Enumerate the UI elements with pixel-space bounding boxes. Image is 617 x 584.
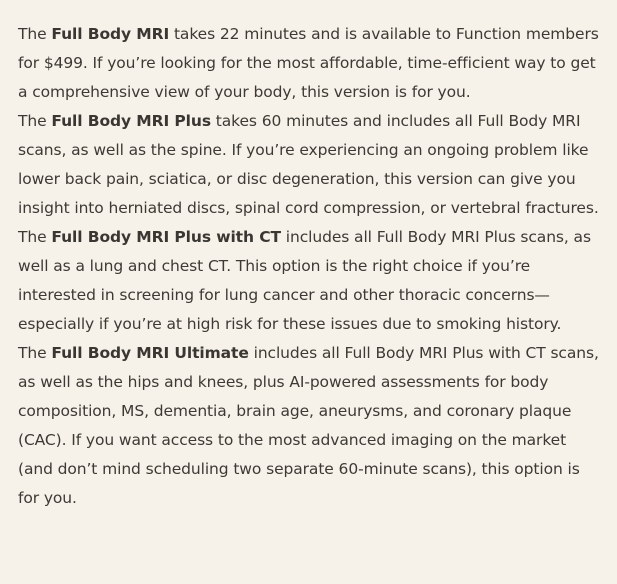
paragraph-lead: The — [18, 25, 52, 43]
plan-name-full-body-mri-ultimate: Full Body MRI Ultimate — [51, 344, 249, 362]
paragraph-full-body-mri — [18, 20, 599, 107]
paragraph-text: takes 60 minutes and includes all Full Body MRI scans, as well as the spine. If you’re experiencing an ongoing problem like lower back pain, sciatica, or disc degeneration, this version can give you insight into herniated discs, spinal cord compression, or vertebral fractures. — [18, 112, 599, 217]
paragraph-text: includes all Full Body MRI Plus with CT scans, as well as the hips and knees, plus AI-powered assessments for body composition, MS, dementia, brain age, aneurysms, and coronary plaque (CAC). If you want access to the most advanced imaging on the market (and don’t mind scheduling two separate 60-minute scans), this option is for you. — [18, 344, 599, 507]
paragraph-text: takes 22 minutes and is available to Function members for $499. If you’re looking for the most affordable, time-efficient way to get a comprehensive view of your body, this version is for you. — [18, 25, 599, 101]
paragraph-full-body-mri-plus-ct — [18, 223, 599, 339]
plan-name-full-body-mri: Full Body MRI — [51, 25, 170, 43]
paragraph-lead: The — [18, 112, 52, 130]
paragraph-lead: The — [18, 228, 52, 246]
plan-name-full-body-mri-plus: Full Body MRI Plus — [51, 112, 211, 130]
plan-name-full-body-mri-plus-ct: Full Body MRI Plus with CT — [51, 228, 281, 246]
paragraph-text: includes all Full Body MRI Plus scans, as well as a lung and chest CT. This option is the right choice if you’re interested in screening for lung cancer and other thoracic concerns—especially if you’re at high risk for these issues due to smoking history. — [18, 228, 591, 333]
paragraph-full-body-mri-ultimate — [18, 339, 599, 513]
paragraph-full-body-mri-plus — [18, 107, 599, 223]
paragraph-lead: The — [18, 344, 52, 362]
